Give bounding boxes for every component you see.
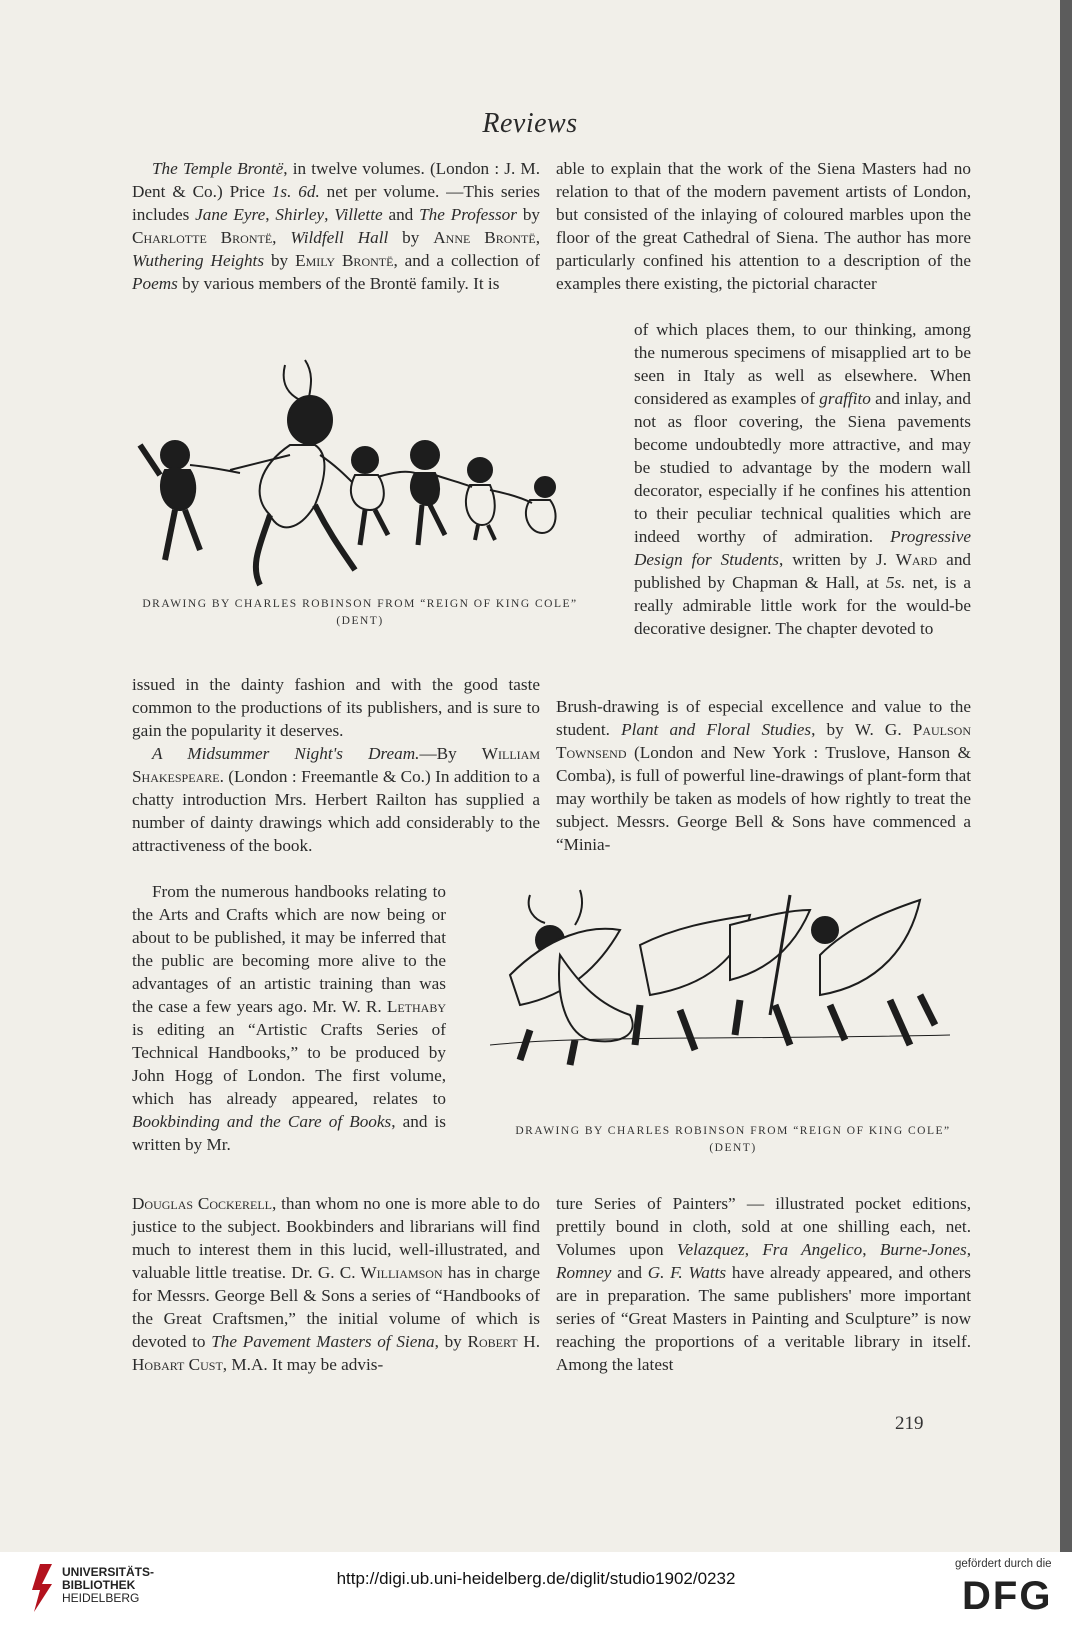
left-column-bottom xyxy=(132,1192,540,1376)
dfg-logo: DFG xyxy=(962,1574,1053,1618)
paragraph-graffito: of which places them, to our thinking, among the numerous specimens of misapplied art to be seen in Italy as well as elsewhere. When considered as examples of graffito and inlay, and not as floor covering, the Siena pavements become undoubtedly more attractive, and may be studied to advantage by the modern wall decorator, especially if he confines his attention to their peculiar technical qualities which are indeed worthy of admiration. Progressive Design for Students, written by J. Ward and published by Chapman & Hall, at 5s. net, is a really admirable little work for the would-be decorative designer. The chapter devoted to xyxy=(634,320,972,638)
running-header: Reviews xyxy=(482,108,578,139)
paragraph-siena: able to explain that the work of the Siena Masters had no relation to that of the modern pavement artists of London, but consisted of the inlaying of coloured marbles upon the floor of the great Cathedral of Siena. The author has more particularly confined his attention to a description of the examples there existing, the pictorial character xyxy=(556,159,971,293)
caption-illustration-2: DRAWING BY CHARLES ROBINSON FROM “REIGN OF KING COLE” (DENT) xyxy=(515,1125,951,1154)
paragraph-continuation: issued in the dainty fashion and with the good taste common to the productions of its publishers, and is sure to gain the popularity it deserves. xyxy=(132,675,540,740)
left-column-middle xyxy=(132,673,540,857)
page-number: 219 xyxy=(895,1413,924,1434)
left-column-top xyxy=(132,157,540,295)
illustration-marching-figures xyxy=(490,885,970,1105)
caption-illustration-1: DRAWING BY CHARLES ROBINSON FROM “REIGN OF KING COLE” (DENT) xyxy=(142,598,578,627)
paragraph-brush-drawing: Brush-drawing is of especial excellence and value to the student. Plant and Floral Studies, by W. G. Paulson Townsend (London and New York : Truslove, Hanson & Comba), is full of powerful line-drawings of plant-form that may worthily be taken as models of how rightly to treat the subject. Messrs. George Bell & Sons have commenced a “Minia- xyxy=(556,697,972,854)
left-column-narrow xyxy=(132,880,446,1156)
permalink-url[interactable]: http://digi.ub.uni-heidelberg.de/diglit/studio1902/0232 xyxy=(336,1569,736,1588)
illustration-dancing-figures xyxy=(130,355,580,600)
library-name-line-1: UNIVERSITÄTS- xyxy=(62,1565,155,1579)
footer-bar xyxy=(0,1552,1072,1626)
right-column-top xyxy=(556,157,971,295)
right-column-middle xyxy=(556,695,971,856)
paragraph-cockerell: Douglas Cockerell, than whom no one is more able to do justice to the subject. Bookbinders and librarians will find much to interest them in this lucid, well-illustrated, and valuable little treatise. Dr. G. C. Williamson has in charge for Messrs. George Bell & Sons a series of “Handbooks of the Great Craftsmen,” the initial volume of which is devoted to The Pavement Masters of Siena, by Robert H. Hobart Cust, M.A. It may be advis- xyxy=(132,1194,541,1374)
right-column-bottom xyxy=(556,1192,971,1376)
right-column-narrow xyxy=(634,318,971,640)
paragraph-midsummer: A Midsummer Night's Dream.—By William Shakespeare. (London : Freemantle & Co.) In addition to a chatty introduction Mrs. Herbert Railton has supplied a number of dainty drawings which add considerably to the attractiveness of the book. xyxy=(132,744,540,855)
library-name-line-2: BIBLIOTHEK xyxy=(62,1578,136,1592)
funded-by-label: gefördert durch die xyxy=(955,1558,1052,1570)
paragraph-temple-bronte: The Temple Brontë, in twelve volumes. (London : J. M. Dent & Co.) Price 1s. 6d. net per volume. —This series includes Jane Eyre, Shirley, Villette and The Professor by Charlotte Brontë, Wildfell Hall by Anne Brontë, Wuthering Heights by Emily Brontë, and a collection of Poems by various members of the Brontë family. It is xyxy=(132,159,541,293)
library-name-line-3: HEIDELBERG xyxy=(62,1591,140,1605)
paragraph-miniature-series: ture Series of Painters” — illustrated pocket editions, prettily bound in cloth, sold at one shilling each, net. Volumes upon Velazquez, Fra Angelico, Burne-Jones, Romney and G. F. Watts have already appeared, and others are in preparation. The same publishers' more important series of “Great Masters in Painting and Sculpture” is now reaching the proportions of a veritable library in itself. Among the latest xyxy=(556,1194,971,1374)
paragraph-handbooks: From the numerous handbooks relating to the Arts and Crafts which are now being or about to be published, it may be inferred that the public are becoming more alive to the advantages of an artistic training than was the case a few years ago. Mr. W. R. Lethaby is editing an “Artistic Crafts Series of Technical Handbooks,” to be produced by John Hogg of London. The first volume, which has already appeared, relates to Bookbinding and the Care of Books, and is written by Mr. xyxy=(132,882,446,1154)
